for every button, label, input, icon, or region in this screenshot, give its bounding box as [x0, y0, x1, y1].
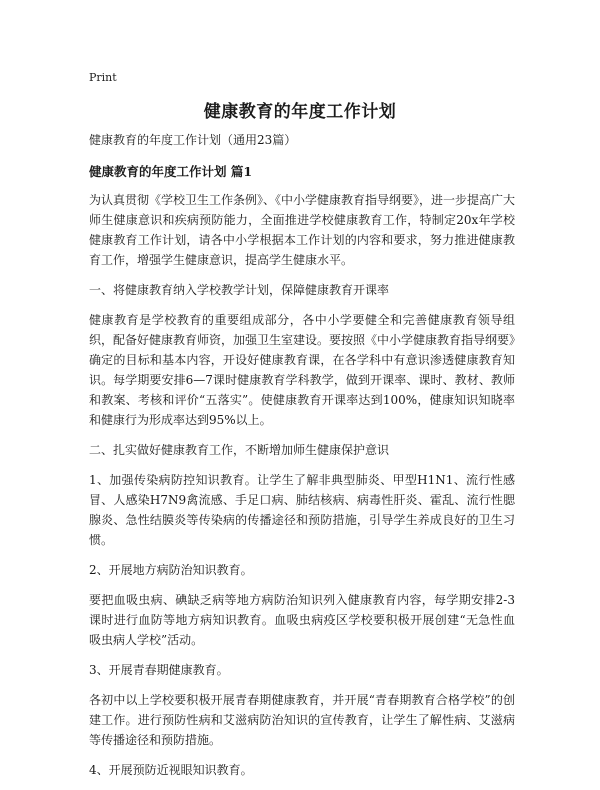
paragraph-infectious-disease: 1、加强传染病防控知识教育。让学生了解非典型肺炎、甲型H1N1、流行性感冒、人感染H7N9禽流感、手足口病、肺结核病、病毒性肝炎、霍乱、流行性腮腺炎、急性结膜炎等传染病的传播途径和预防措施，引导学生养成良好的卫生习惯。 — [89, 473, 515, 547]
print-link[interactable]: Print — [89, 71, 117, 84]
item-myopia-prevention: 4、开展预防近视眼知识教育。 — [89, 763, 253, 777]
paragraph-endemic-disease: 要把血吸虫病、碘缺乏病等地方病防治知识列入健康教育内容，每学期安排2-3课时进行血防等地方病知识教育。血吸虫病疫区学校要积极开展创建“无急性血吸虫病人学校”活动。 — [89, 593, 515, 647]
paragraph-curriculum: 健康教育是学校教育的重要组成部分，各中小学要健全和完善健康教育领导组织，配备好健康教育师资，加强卫生室建设。要按照《中小学健康教育指导纲要》确定的目标和基本内容，开设好健康教育课，在各学科中有意识渗透健康教育知识。每学期要安排6—7课时健康教育学科教学，做到开课率、课时、教材、教师和教案、考核和评价“五落实”。使健康教育开课率达到100%，健康知识知晓率和健康行为形成率达到95%以上。 — [89, 313, 516, 427]
item-endemic-disease: 2、开展地方病防治知识教育。 — [89, 563, 253, 577]
section-title: 健康教育的年度工作计划 篇1 — [89, 164, 253, 179]
paragraph-adolescent-health: 各初中以上学校要积极开展青春期健康教育，并开展“青春期教育合格学校”的创建工作。进行预防性病和艾滋病防治知识的宣传教育，让学生了解性病、艾滋病等传播途径和预防措施。 — [89, 693, 515, 747]
document-title: 健康教育的年度工作计划 — [203, 102, 397, 122]
heading-one: 一、将健康教育纳入学校教学计划，保障健康教育开课率 — [89, 283, 390, 297]
document-subtitle: 健康教育的年度工作计划（通用23篇） — [89, 133, 297, 147]
item-adolescent-health: 3、开展青春期健康教育。 — [89, 663, 229, 677]
document-body — [89, 130, 515, 790]
heading-two: 二、扎实做好健康教育工作，不断增加师生健康保护意识 — [89, 443, 390, 457]
paragraph-intro: 为认真贯彻《学校卫生工作条例》、《中小学健康教育指导纲要》，进一步提高广大师生健康意识和疾病预防能力，全面推进学校健康教育工作，特制定20x年学校健康教育工作计划，请各中小学根据本工作计划的内容和要求，努力推进健康教育工作，增强学生健康意识，提高学生健康水平。 — [89, 193, 516, 267]
